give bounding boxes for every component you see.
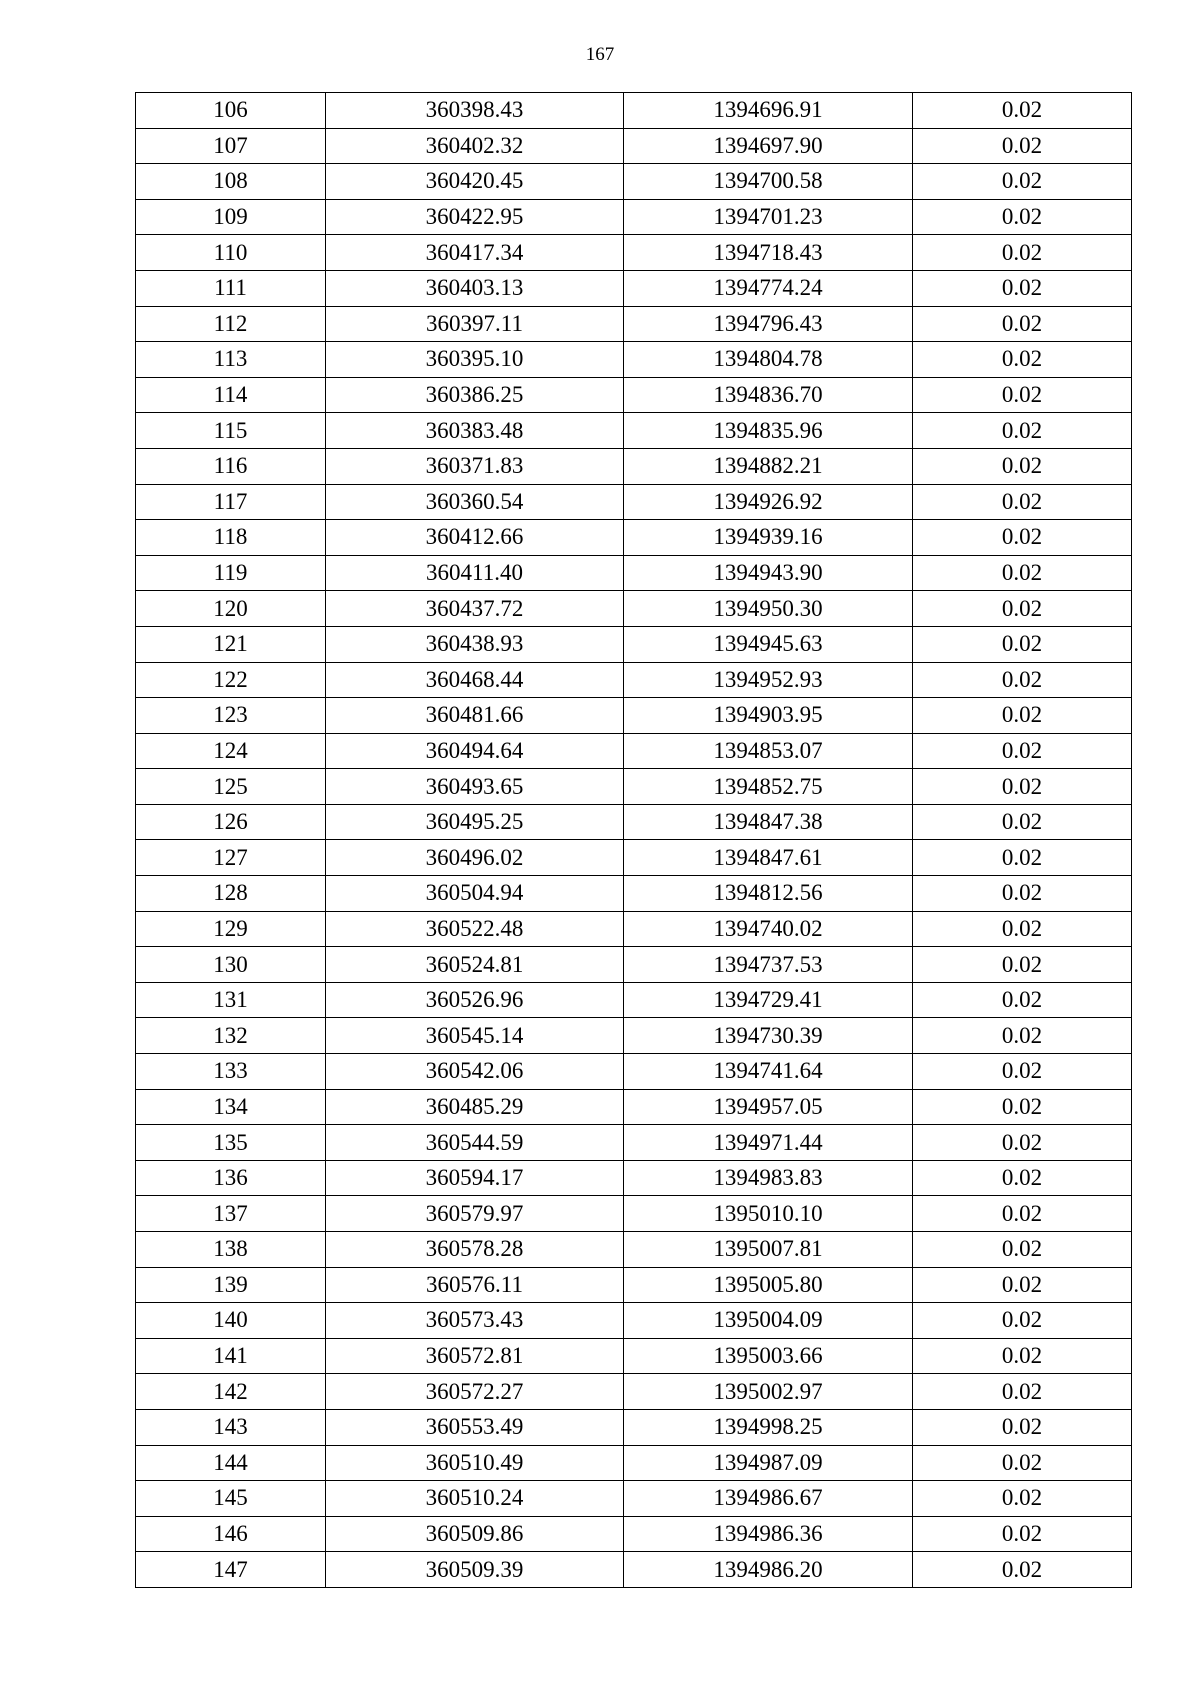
- point-number-cell: 121: [136, 626, 326, 662]
- table-row: [136, 876, 1132, 912]
- x-coordinate-cell: 360542.06: [326, 1054, 624, 1090]
- table-row: [136, 164, 1132, 200]
- x-coordinate-cell: 360397.11: [326, 306, 624, 342]
- point-number-cell: 115: [136, 413, 326, 449]
- accuracy-cell: 0.02: [913, 591, 1132, 627]
- x-coordinate-cell: 360579.97: [326, 1196, 624, 1232]
- y-coordinate-cell: 1394847.38: [624, 804, 913, 840]
- point-number-cell: 117: [136, 484, 326, 520]
- point-number-cell: 118: [136, 520, 326, 556]
- x-coordinate-cell: 360420.45: [326, 164, 624, 200]
- accuracy-cell: 0.02: [913, 164, 1132, 200]
- accuracy-cell: 0.02: [913, 1338, 1132, 1374]
- table-row: [136, 1089, 1132, 1125]
- y-coordinate-cell: 1394957.05: [624, 1089, 913, 1125]
- y-coordinate-cell: 1394950.30: [624, 591, 913, 627]
- coordinates-table: [135, 92, 1132, 1588]
- y-coordinate-cell: 1394737.53: [624, 947, 913, 983]
- table-row: [136, 1374, 1132, 1410]
- x-coordinate-cell: 360437.72: [326, 591, 624, 627]
- point-number-cell: 116: [136, 448, 326, 484]
- table-row: [136, 626, 1132, 662]
- point-number-cell: 111: [136, 270, 326, 306]
- y-coordinate-cell: 1394943.90: [624, 555, 913, 591]
- y-coordinate-cell: 1394697.90: [624, 128, 913, 164]
- x-coordinate-cell: 360395.10: [326, 342, 624, 378]
- table-row: [136, 840, 1132, 876]
- point-number-cell: 128: [136, 876, 326, 912]
- y-coordinate-cell: 1394740.02: [624, 911, 913, 947]
- point-number-cell: 127: [136, 840, 326, 876]
- table-row: [136, 769, 1132, 805]
- y-coordinate-cell: 1394701.23: [624, 199, 913, 235]
- x-coordinate-cell: 360544.59: [326, 1125, 624, 1161]
- accuracy-cell: 0.02: [913, 1160, 1132, 1196]
- accuracy-cell: 0.02: [913, 270, 1132, 306]
- x-coordinate-cell: 360509.86: [326, 1516, 624, 1552]
- point-number-cell: 143: [136, 1409, 326, 1445]
- point-number-cell: 139: [136, 1267, 326, 1303]
- y-coordinate-cell: 1395003.66: [624, 1338, 913, 1374]
- table-row: [136, 804, 1132, 840]
- x-coordinate-cell: 360572.27: [326, 1374, 624, 1410]
- x-coordinate-cell: 360510.49: [326, 1445, 624, 1481]
- y-coordinate-cell: 1394804.78: [624, 342, 913, 378]
- point-number-cell: 147: [136, 1552, 326, 1588]
- y-coordinate-cell: 1395007.81: [624, 1232, 913, 1268]
- table-row: [136, 413, 1132, 449]
- point-number-cell: 135: [136, 1125, 326, 1161]
- point-number-cell: 106: [136, 93, 326, 129]
- table-row: [136, 306, 1132, 342]
- x-coordinate-cell: 360509.39: [326, 1552, 624, 1588]
- accuracy-cell: 0.02: [913, 1374, 1132, 1410]
- y-coordinate-cell: 1394983.83: [624, 1160, 913, 1196]
- y-coordinate-cell: 1394836.70: [624, 377, 913, 413]
- y-coordinate-cell: 1394926.92: [624, 484, 913, 520]
- point-number-cell: 130: [136, 947, 326, 983]
- accuracy-cell: 0.02: [913, 1409, 1132, 1445]
- table-row: [136, 911, 1132, 947]
- y-coordinate-cell: 1394696.91: [624, 93, 913, 129]
- accuracy-cell: 0.02: [913, 1481, 1132, 1517]
- x-coordinate-cell: 360417.34: [326, 235, 624, 271]
- table-row: [136, 1445, 1132, 1481]
- table-row: [136, 1196, 1132, 1232]
- x-coordinate-cell: 360360.54: [326, 484, 624, 520]
- x-coordinate-cell: 360496.02: [326, 840, 624, 876]
- accuracy-cell: 0.02: [913, 555, 1132, 591]
- accuracy-cell: 0.02: [913, 1303, 1132, 1339]
- accuracy-cell: 0.02: [913, 662, 1132, 698]
- y-coordinate-cell: 1394796.43: [624, 306, 913, 342]
- y-coordinate-cell: 1394939.16: [624, 520, 913, 556]
- x-coordinate-cell: 360438.93: [326, 626, 624, 662]
- x-coordinate-cell: 360578.28: [326, 1232, 624, 1268]
- x-coordinate-cell: 360411.40: [326, 555, 624, 591]
- x-coordinate-cell: 360383.48: [326, 413, 624, 449]
- accuracy-cell: 0.02: [913, 733, 1132, 769]
- point-number-cell: 137: [136, 1196, 326, 1232]
- point-number-cell: 109: [136, 199, 326, 235]
- y-coordinate-cell: 1394847.61: [624, 840, 913, 876]
- point-number-cell: 119: [136, 555, 326, 591]
- accuracy-cell: 0.02: [913, 377, 1132, 413]
- accuracy-cell: 0.02: [913, 520, 1132, 556]
- accuracy-cell: 0.02: [913, 1267, 1132, 1303]
- table-row: [136, 1018, 1132, 1054]
- accuracy-cell: 0.02: [913, 769, 1132, 805]
- table-row: [136, 128, 1132, 164]
- accuracy-cell: 0.02: [913, 840, 1132, 876]
- x-coordinate-cell: 360468.44: [326, 662, 624, 698]
- point-number-cell: 122: [136, 662, 326, 698]
- accuracy-cell: 0.02: [913, 235, 1132, 271]
- accuracy-cell: 0.02: [913, 876, 1132, 912]
- accuracy-cell: 0.02: [913, 1196, 1132, 1232]
- y-coordinate-cell: 1395005.80: [624, 1267, 913, 1303]
- accuracy-cell: 0.02: [913, 1516, 1132, 1552]
- y-coordinate-cell: 1394729.41: [624, 982, 913, 1018]
- x-coordinate-cell: 360576.11: [326, 1267, 624, 1303]
- accuracy-cell: 0.02: [913, 911, 1132, 947]
- point-number-cell: 133: [136, 1054, 326, 1090]
- y-coordinate-cell: 1394835.96: [624, 413, 913, 449]
- y-coordinate-cell: 1394853.07: [624, 733, 913, 769]
- x-coordinate-cell: 360572.81: [326, 1338, 624, 1374]
- point-number-cell: 146: [136, 1516, 326, 1552]
- accuracy-cell: 0.02: [913, 1445, 1132, 1481]
- table-row: [136, 1338, 1132, 1374]
- accuracy-cell: 0.02: [913, 93, 1132, 129]
- point-number-cell: 145: [136, 1481, 326, 1517]
- accuracy-cell: 0.02: [913, 1552, 1132, 1588]
- y-coordinate-cell: 1394945.63: [624, 626, 913, 662]
- point-number-cell: 140: [136, 1303, 326, 1339]
- point-number-cell: 123: [136, 698, 326, 734]
- accuracy-cell: 0.02: [913, 306, 1132, 342]
- x-coordinate-cell: 360402.32: [326, 128, 624, 164]
- point-number-cell: 126: [136, 804, 326, 840]
- point-number-cell: 141: [136, 1338, 326, 1374]
- accuracy-cell: 0.02: [913, 982, 1132, 1018]
- table-row: [136, 555, 1132, 591]
- point-number-cell: 114: [136, 377, 326, 413]
- table-row: [136, 1303, 1132, 1339]
- y-coordinate-cell: 1395002.97: [624, 1374, 913, 1410]
- table-row: [136, 1552, 1132, 1588]
- accuracy-cell: 0.02: [913, 1054, 1132, 1090]
- table-row: [136, 698, 1132, 734]
- point-number-cell: 134: [136, 1089, 326, 1125]
- y-coordinate-cell: 1394986.36: [624, 1516, 913, 1552]
- y-coordinate-cell: 1395004.09: [624, 1303, 913, 1339]
- table-row: [136, 1516, 1132, 1552]
- x-coordinate-cell: 360522.48: [326, 911, 624, 947]
- y-coordinate-cell: 1394718.43: [624, 235, 913, 271]
- y-coordinate-cell: 1394971.44: [624, 1125, 913, 1161]
- x-coordinate-cell: 360504.94: [326, 876, 624, 912]
- table-row: [136, 520, 1132, 556]
- point-number-cell: 108: [136, 164, 326, 200]
- accuracy-cell: 0.02: [913, 484, 1132, 520]
- accuracy-cell: 0.02: [913, 947, 1132, 983]
- point-number-cell: 131: [136, 982, 326, 1018]
- table-row: [136, 1160, 1132, 1196]
- y-coordinate-cell: 1394700.58: [624, 164, 913, 200]
- point-number-cell: 144: [136, 1445, 326, 1481]
- table-row: [136, 484, 1132, 520]
- table-row: [136, 235, 1132, 271]
- x-coordinate-cell: 360495.25: [326, 804, 624, 840]
- point-number-cell: 124: [136, 733, 326, 769]
- point-number-cell: 129: [136, 911, 326, 947]
- point-number-cell: 138: [136, 1232, 326, 1268]
- x-coordinate-cell: 360594.17: [326, 1160, 624, 1196]
- x-coordinate-cell: 360371.83: [326, 448, 624, 484]
- table-row: [136, 199, 1132, 235]
- point-number-cell: 112: [136, 306, 326, 342]
- accuracy-cell: 0.02: [913, 448, 1132, 484]
- page-number: 167: [585, 44, 615, 65]
- accuracy-cell: 0.02: [913, 1089, 1132, 1125]
- table-row: [136, 733, 1132, 769]
- accuracy-cell: 0.02: [913, 199, 1132, 235]
- point-number-cell: 113: [136, 342, 326, 378]
- accuracy-cell: 0.02: [913, 698, 1132, 734]
- x-coordinate-cell: 360403.13: [326, 270, 624, 306]
- accuracy-cell: 0.02: [913, 1125, 1132, 1161]
- y-coordinate-cell: 1394986.20: [624, 1552, 913, 1588]
- table-row: [136, 93, 1132, 129]
- point-number-cell: 132: [136, 1018, 326, 1054]
- y-coordinate-cell: 1395010.10: [624, 1196, 913, 1232]
- y-coordinate-cell: 1394903.95: [624, 698, 913, 734]
- accuracy-cell: 0.02: [913, 626, 1132, 662]
- y-coordinate-cell: 1394730.39: [624, 1018, 913, 1054]
- x-coordinate-cell: 360494.64: [326, 733, 624, 769]
- table-row: [136, 377, 1132, 413]
- y-coordinate-cell: 1394998.25: [624, 1409, 913, 1445]
- x-coordinate-cell: 360422.95: [326, 199, 624, 235]
- table-row: [136, 662, 1132, 698]
- table-row: [136, 982, 1132, 1018]
- table-row: [136, 1125, 1132, 1161]
- x-coordinate-cell: 360493.65: [326, 769, 624, 805]
- table-row: [136, 1267, 1132, 1303]
- x-coordinate-cell: 360524.81: [326, 947, 624, 983]
- x-coordinate-cell: 360573.43: [326, 1303, 624, 1339]
- x-coordinate-cell: 360481.66: [326, 698, 624, 734]
- accuracy-cell: 0.02: [913, 1232, 1132, 1268]
- table-row: [136, 342, 1132, 378]
- accuracy-cell: 0.02: [913, 128, 1132, 164]
- x-coordinate-cell: 360398.43: [326, 93, 624, 129]
- y-coordinate-cell: 1394774.24: [624, 270, 913, 306]
- table-row: [136, 1409, 1132, 1445]
- y-coordinate-cell: 1394987.09: [624, 1445, 913, 1481]
- table-row: [136, 448, 1132, 484]
- x-coordinate-cell: 360485.29: [326, 1089, 624, 1125]
- accuracy-cell: 0.02: [913, 342, 1132, 378]
- point-number-cell: 136: [136, 1160, 326, 1196]
- point-number-cell: 125: [136, 769, 326, 805]
- table-row: [136, 1232, 1132, 1268]
- y-coordinate-cell: 1394986.67: [624, 1481, 913, 1517]
- y-coordinate-cell: 1394852.75: [624, 769, 913, 805]
- accuracy-cell: 0.02: [913, 1018, 1132, 1054]
- x-coordinate-cell: 360412.66: [326, 520, 624, 556]
- table-row: [136, 947, 1132, 983]
- y-coordinate-cell: 1394741.64: [624, 1054, 913, 1090]
- x-coordinate-cell: 360386.25: [326, 377, 624, 413]
- y-coordinate-cell: 1394952.93: [624, 662, 913, 698]
- table-row: [136, 591, 1132, 627]
- y-coordinate-cell: 1394882.21: [624, 448, 913, 484]
- accuracy-cell: 0.02: [913, 804, 1132, 840]
- x-coordinate-cell: 360545.14: [326, 1018, 624, 1054]
- y-coordinate-cell: 1394812.56: [624, 876, 913, 912]
- x-coordinate-cell: 360526.96: [326, 982, 624, 1018]
- point-number-cell: 110: [136, 235, 326, 271]
- table-row: [136, 1054, 1132, 1090]
- point-number-cell: 142: [136, 1374, 326, 1410]
- x-coordinate-cell: 360553.49: [326, 1409, 624, 1445]
- table-body: [136, 93, 1132, 1588]
- point-number-cell: 107: [136, 128, 326, 164]
- accuracy-cell: 0.02: [913, 413, 1132, 449]
- table-row: [136, 270, 1132, 306]
- point-number-cell: 120: [136, 591, 326, 627]
- table-row: [136, 1481, 1132, 1517]
- x-coordinate-cell: 360510.24: [326, 1481, 624, 1517]
